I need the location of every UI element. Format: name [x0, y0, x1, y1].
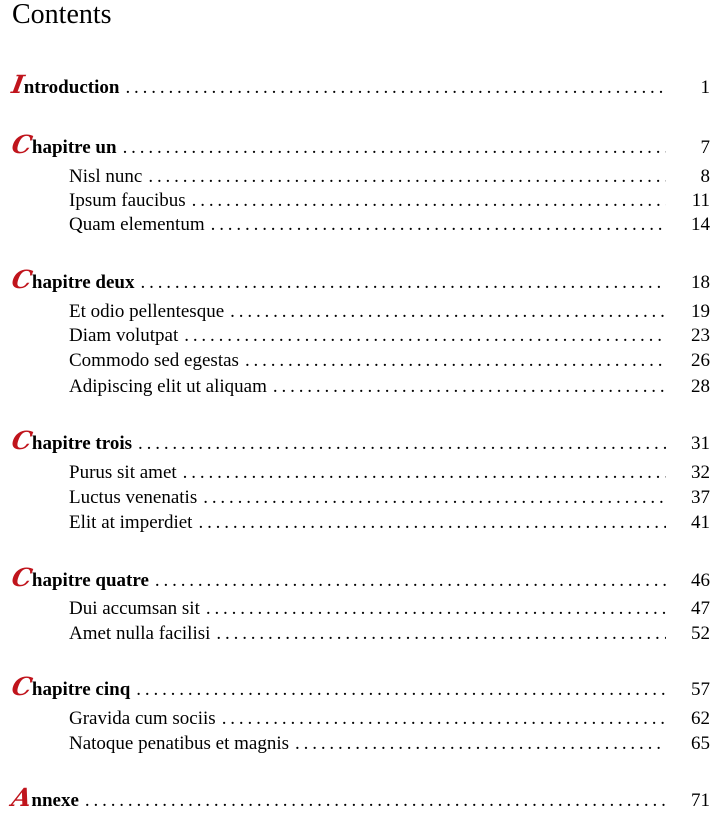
- toc-section[interactable]: [0, 486, 721, 510]
- chapter-title-text: hapitre deux: [31, 272, 135, 293]
- section-title: Purus sit amet: [69, 462, 177, 483]
- page-number: 28: [691, 376, 710, 397]
- page-number: 41: [691, 512, 710, 533]
- decorative-initial: C: [9, 265, 35, 294]
- dot-leader: [184, 324, 666, 348]
- page-number: 19: [691, 301, 710, 322]
- page-title: Contents: [12, 0, 112, 30]
- page-number: 7: [700, 137, 710, 158]
- chapter-title-text: ntroduction: [23, 77, 120, 98]
- toc-chapter-introduction[interactable]: [0, 70, 721, 99]
- dot-leader: [198, 511, 666, 535]
- toc-section[interactable]: [0, 165, 721, 189]
- toc-section[interactable]: [0, 349, 721, 373]
- toc-section[interactable]: [0, 324, 721, 348]
- page-number: 1: [700, 77, 710, 98]
- section-title: Adipiscing elit ut aliquam: [69, 376, 267, 397]
- dot-leader: [155, 569, 666, 593]
- page-number: 62: [691, 708, 710, 729]
- decorative-initial: A: [9, 783, 35, 812]
- chapter-title-text: hapitre cinq: [31, 679, 131, 700]
- decorative-initial: C: [9, 426, 35, 455]
- dot-leader: [206, 597, 666, 621]
- dot-leader: [85, 789, 666, 813]
- chapter-title-text: nnexe: [31, 790, 79, 811]
- page-number: 71: [691, 790, 710, 811]
- toc-section[interactable]: [0, 461, 721, 485]
- toc-chapter-deux[interactable]: [0, 265, 721, 294]
- chapter-title: [9, 426, 133, 456]
- toc-section[interactable]: [0, 300, 721, 324]
- dot-leader: [123, 136, 666, 160]
- section-title: Elit at imperdiet: [69, 512, 193, 533]
- toc-section[interactable]: [0, 511, 721, 535]
- dot-leader: [141, 271, 667, 295]
- section-title: Natoque penatibus et magnis: [69, 733, 290, 754]
- dot-leader: [192, 189, 666, 213]
- page-number: 18: [691, 272, 710, 293]
- toc-chapter-quatre[interactable]: [0, 563, 721, 592]
- page-number: 47: [691, 598, 710, 619]
- toc-chapter-cinq[interactable]: [0, 672, 721, 701]
- dot-leader: [245, 349, 666, 373]
- toc-annexe[interactable]: [0, 783, 721, 812]
- dot-leader: [148, 165, 666, 189]
- toc-section[interactable]: [0, 597, 721, 621]
- chapter-title: [9, 563, 149, 593]
- dot-leader: [138, 432, 666, 456]
- section-title: Nisl nunc: [69, 166, 143, 187]
- chapter-title: [9, 70, 120, 100]
- page-number: 31: [691, 433, 710, 454]
- page-number: 23: [691, 325, 710, 346]
- page-number: 52: [691, 623, 710, 644]
- page-number: 32: [691, 462, 710, 483]
- section-title: Luctus venenatis: [69, 487, 198, 508]
- section-title: Et odio pellentesque: [69, 301, 225, 322]
- page-number: 11: [691, 190, 710, 211]
- toc-section[interactable]: [0, 622, 721, 646]
- section-title: Quam elementum: [69, 214, 205, 235]
- page-number: 26: [691, 350, 710, 371]
- toc-section[interactable]: [0, 707, 721, 731]
- section-title: Amet nulla facilisi: [69, 623, 211, 644]
- decorative-initial: C: [9, 672, 35, 701]
- dot-leader: [295, 732, 666, 756]
- page-number: 37: [691, 487, 710, 508]
- chapter-title: [9, 265, 135, 295]
- toc-section[interactable]: [0, 189, 721, 213]
- dot-leader: [211, 213, 666, 237]
- section-title: Diam volutpat: [69, 325, 179, 346]
- dot-leader: [203, 486, 666, 510]
- toc-chapter-un[interactable]: [0, 130, 721, 159]
- page-number: 14: [691, 214, 710, 235]
- toc-chapter-trois[interactable]: [0, 426, 721, 455]
- page-number: 65: [691, 733, 710, 754]
- section-title: Ipsum faucibus: [69, 190, 186, 211]
- dot-leader: [136, 678, 666, 702]
- toc-section[interactable]: [0, 213, 721, 237]
- chapter-title-text: hapitre quatre: [31, 570, 149, 591]
- chapter-title-text: hapitre un: [31, 137, 117, 158]
- section-title: Gravida cum sociis: [69, 708, 216, 729]
- page-number: 8: [700, 166, 710, 187]
- dot-leader: [216, 622, 666, 646]
- dot-leader: [230, 300, 666, 324]
- toc-section[interactable]: [0, 732, 721, 756]
- decorative-initial: C: [9, 130, 35, 159]
- dot-leader: [183, 461, 666, 485]
- dot-leader: [222, 707, 666, 731]
- section-title: Dui accumsan sit: [69, 598, 200, 619]
- section-title: Commodo sed egestas: [69, 350, 239, 371]
- dot-leader: [125, 76, 666, 100]
- chapter-title: [9, 783, 79, 813]
- chapter-title: [9, 672, 131, 702]
- toc-section[interactable]: [0, 375, 721, 399]
- decorative-initial: I: [9, 70, 27, 99]
- chapter-title-text: hapitre trois: [31, 433, 133, 454]
- decorative-initial: C: [9, 563, 35, 592]
- page-number: 57: [691, 679, 710, 700]
- page-number: 46: [691, 570, 710, 591]
- dot-leader: [273, 375, 666, 399]
- chapter-title: [9, 130, 117, 160]
